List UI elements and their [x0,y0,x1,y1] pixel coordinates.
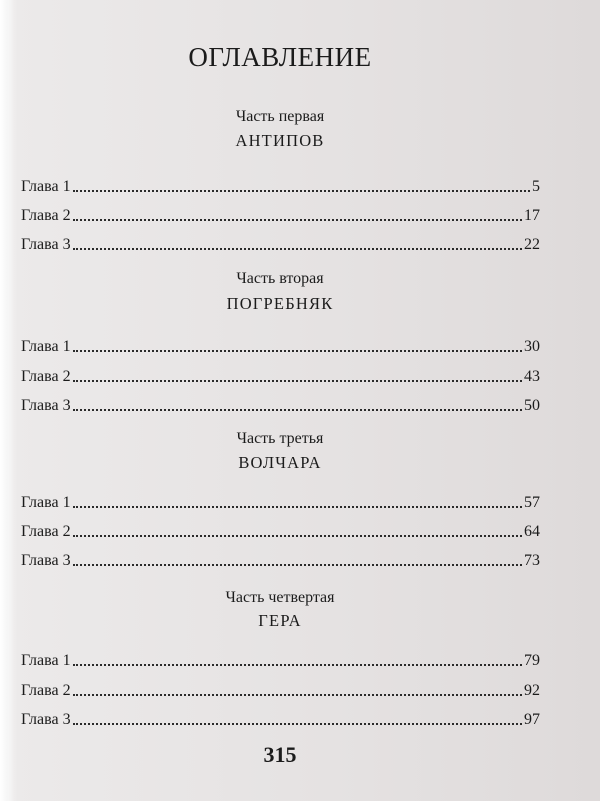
toc-page-number: 79 [524,652,540,669]
toc-entry-part-2-chapter-3[interactable] [21,393,540,415]
toc-entry-part-3-chapter-1[interactable] [21,490,540,512]
dot-leader [73,350,522,352]
toc-entry-part-1-chapter-2[interactable] [21,203,540,225]
dot-leader [73,506,522,508]
toc-entry-part-4-chapter-1[interactable] [21,648,540,670]
dot-leader [73,564,522,566]
toc-entry-part-4-chapter-3[interactable] [21,707,540,729]
toc-entry-part-4-chapter-2[interactable] [21,678,540,700]
toc-chapter-label: Глава 2 [21,682,71,699]
page-number: 315 [263,742,297,767]
toc-chapter-label: Глава 1 [21,178,71,195]
dot-leader [73,380,522,382]
toc-entry-part-3-chapter-2[interactable] [21,519,540,541]
dot-leader [73,190,530,192]
toc-entry-part-2-chapter-1[interactable] [21,334,540,356]
dot-leader [73,723,522,725]
toc-chapter-label: Глава 2 [21,207,71,224]
part-3-subtitle: Часть третья [236,430,324,447]
toc-page-number: 73 [524,552,540,569]
toc-page-number: 30 [524,338,540,355]
toc-page-number: 64 [524,523,540,540]
part-1-subtitle: Часть первая [235,108,325,125]
part-4-subtitle: Часть четвертая [225,589,335,606]
part-2-title: ПОГРЕБНЯК [226,294,334,313]
toc-chapter-label: Глава 1 [21,338,71,355]
toc-page-number: 97 [524,711,540,728]
dot-leader [73,694,522,696]
dot-leader [73,219,522,221]
part-3-title: ВОЛЧАРА [238,453,322,472]
toc-page-number: 5 [532,178,540,195]
toc-chapter-label: Глава 3 [21,397,71,414]
toc-page-number: 22 [524,236,540,253]
part-2-subtitle: Часть вторая [236,270,324,287]
toc-entry-part-3-chapter-3[interactable] [21,548,540,570]
toc-chapter-label: Глава 1 [21,494,71,511]
toc-chapter-label: Глава 3 [21,711,71,728]
part-4-title: ГЕРА [258,611,302,630]
toc-page-number: 57 [524,494,540,511]
toc-entry-part-1-chapter-1[interactable] [21,174,540,196]
toc-page-number: 17 [524,207,540,224]
toc-page-number: 92 [524,682,540,699]
toc-chapter-label: Глава 1 [21,652,71,669]
toc-chapter-label: Глава 2 [21,523,71,540]
dot-leader [73,535,522,537]
toc-entry-part-1-chapter-3[interactable] [21,232,540,254]
toc-page-number: 43 [524,368,540,385]
toc-chapter-label: Глава 3 [21,236,71,253]
toc-entry-part-2-chapter-2[interactable] [21,364,540,386]
page-title: ОГЛАВЛЕНИЕ [188,42,372,72]
toc-chapter-label: Глава 2 [21,368,71,385]
dot-leader [73,664,522,666]
dot-leader [73,248,522,250]
dot-leader [73,409,522,411]
part-1-title: АНТИПОВ [235,131,325,150]
toc-page-number: 50 [524,397,540,414]
toc-chapter-label: Глава 3 [21,552,71,569]
